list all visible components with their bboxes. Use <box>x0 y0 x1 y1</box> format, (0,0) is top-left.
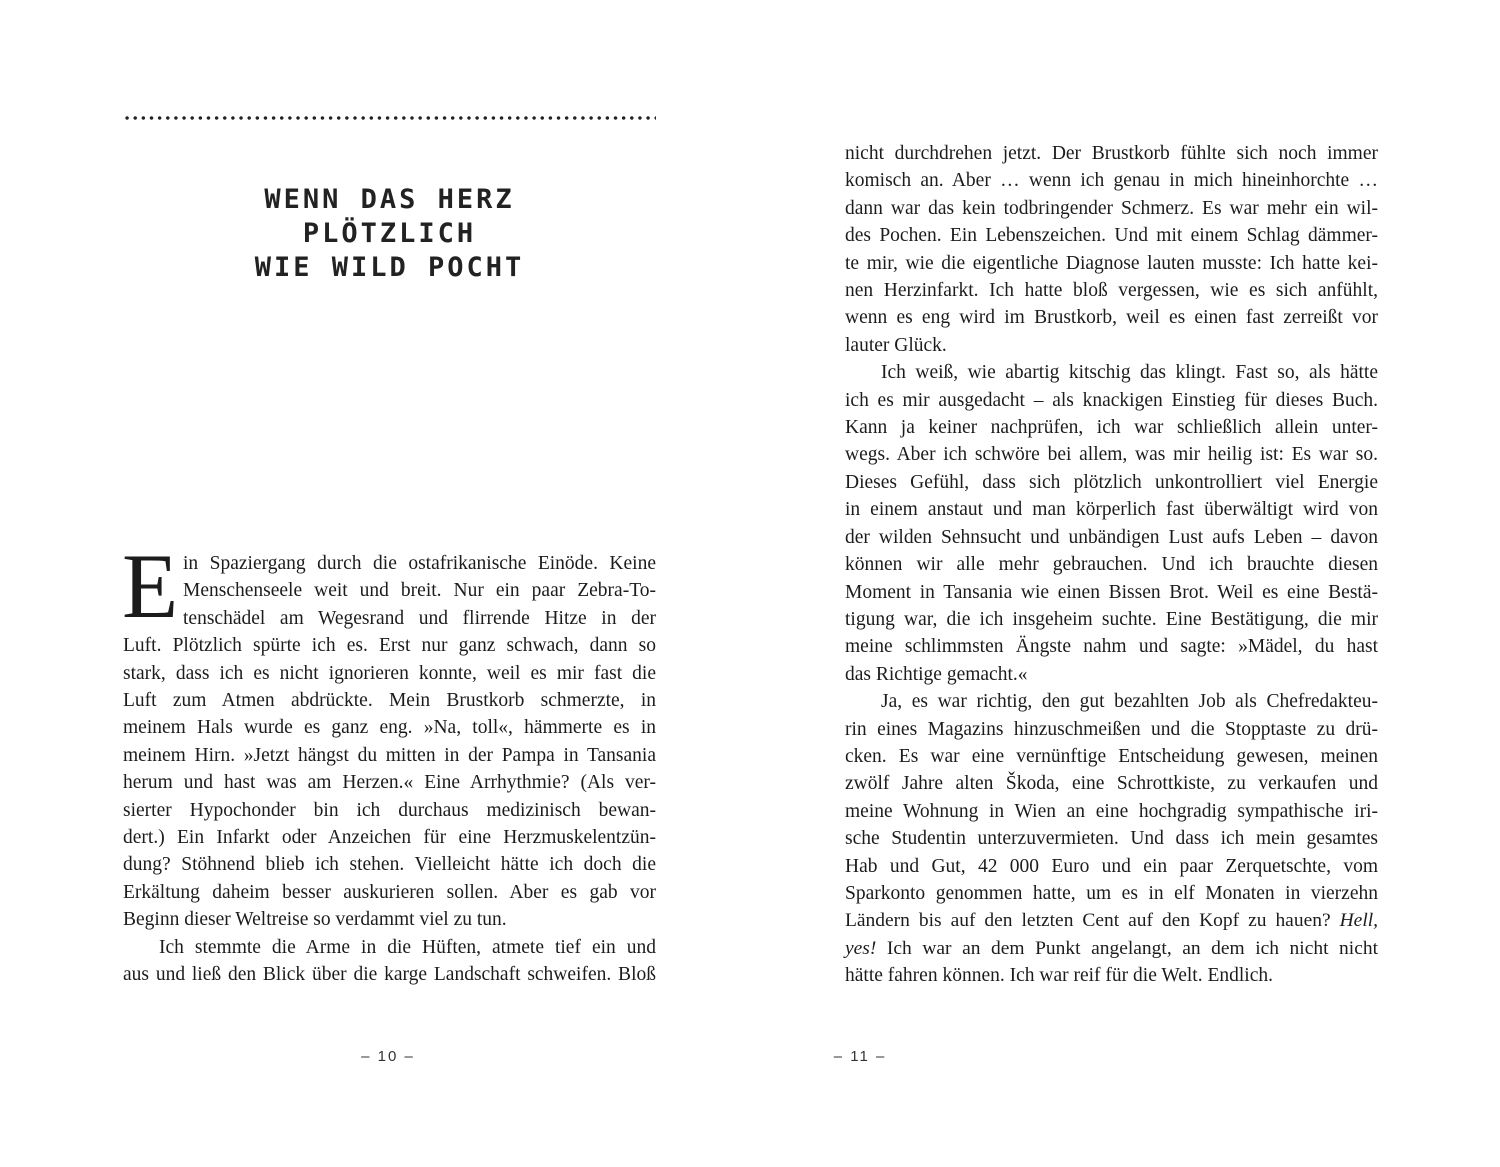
text-line: Ja, es war richtig, den gut bezahlten Job als Chefredakteu- <box>881 691 1378 713</box>
text-line: rin eines Magazins hinzuschmeißen und die Stopptaste zu drü- <box>845 718 1378 740</box>
text-line: können wir alle mehr gebrauchen. Und ich brauchte diesen <box>845 554 1378 576</box>
text-line: nen Herzinfarkt. Ich hatte bloß vergessen, wie es sich anfühlt, <box>845 280 1378 302</box>
italic-text: yes! <box>845 937 877 959</box>
text-line: wenn es eng wird im Brustkorb, weil es einen fast zerreißt vor <box>845 307 1378 329</box>
chapter-title-line: WIE WILD POCHT <box>254 252 525 283</box>
chapter-title-line: WENN DAS HERZ <box>264 184 515 215</box>
body-text <box>845 140 1378 990</box>
text-line: komisch an. Aber … wenn ich genau in mich hineinhorchte … <box>845 170 1378 192</box>
text-line: meine Wohnung in Wien an eine hochgradig sympathische iri- <box>845 800 1378 822</box>
text-line <box>845 935 1378 962</box>
italic-text: Hell, <box>1339 910 1379 932</box>
dotted-rule <box>123 115 656 121</box>
text-line: meinem Hirn. »Jetzt hängst du mitten in der Pampa in Tansania <box>123 744 656 766</box>
text-line: meine schlimmsten Ängste nahm und sagte: »Mädel, du hast <box>845 636 1378 658</box>
text-line: Beginn dieser Weltreise so verdammt viel zu tun. <box>123 909 507 931</box>
right-page <box>750 0 1500 1167</box>
text-line: Kann ja keiner nachprüfen, ich war schließlich allein unter- <box>845 417 1378 439</box>
text-line: Ich stemmte die Arme in die Hüften, atmete tief ein und <box>159 936 656 958</box>
text-line: Menschenseele weit und breit. Nur ein paar Zebra-To- <box>183 580 656 602</box>
chapter-title <box>123 183 656 285</box>
text-line: meinem Hals wurde es ganz eng. »Na, toll«, hämmerte es in <box>123 717 656 739</box>
text-line: tigung war, die ich insgeheim suchte. Eine Bestätigung, die mir <box>845 608 1378 630</box>
text-line: dann war das kein todbringender Schmerz. Es war mehr ein wil- <box>845 197 1378 219</box>
text-line: Hab und Gut, 42 000 Euro und ein paar Zerquetschte, vom <box>845 855 1378 877</box>
text-line: Dieses Gefühl, dass sich plötzlich unkontrolliert viel Energie <box>845 471 1378 493</box>
text-fragment: Ländern bis auf den letzten Cent auf den Kopf zu hauen? <box>845 910 1331 932</box>
text-line: dung? Stöhnend blieb ich stehen. Vielleicht hätte ich doch die <box>123 854 656 876</box>
page-number: – 10 – <box>361 1048 415 1065</box>
text-line: aus und ließ den Blick über die karge Landschaft schweifen. Bloß <box>123 964 656 986</box>
text-line: dert.) Ein Infarkt oder Anzeichen für eine Herzmuskelentzün- <box>123 827 656 849</box>
text-fragment: Ich war an dem Punkt angelangt, an dem ich nicht nicht <box>886 937 1379 959</box>
text-line: des Pochen. Ein Lebenszeichen. Und mit einem Schlag dämmer- <box>845 225 1378 247</box>
chapter-title-line: PLÖTZLICH <box>302 218 477 249</box>
text-line: der wilden Sehnsucht und unbändigen Lust aufs Leben – davon <box>845 526 1378 548</box>
drop-cap: E <box>122 535 179 637</box>
text-line: Sparkonto genommen hatte, um es in elf Monaten in vierzehn <box>845 882 1378 904</box>
text-line: sche Studentin unterzuvermieten. Und dass ich mein gesamtes <box>845 828 1378 850</box>
text-line: Ich weiß, wie abartig kitschig das klingt. Fast so, als hätte <box>881 362 1378 384</box>
text-line: sierter Hypochonder bin ich durchaus medizinisch bewan- <box>123 799 656 821</box>
text-line: das Richtige gemacht.« <box>845 663 1028 685</box>
text-line: zwölf Jahre alten Škoda, eine Schrottkiste, zu verkaufen und <box>845 773 1378 795</box>
text-line: tenschädel am Wegesrand und flirrende Hitze in der <box>183 607 656 629</box>
page-number: – 11 – <box>833 1048 887 1065</box>
text-line: hätte fahren können. Ich war reif für die Welt. Endlich. <box>845 965 1273 987</box>
text-line: cken. Es war eine vernünftige Entscheidung gewesen, meinen <box>845 745 1378 767</box>
text-line: in Spaziergang durch die ostafrikanische Einöde. Keine <box>183 553 656 574</box>
text-line: Luft zum Atmen abdrückte. Mein Brustkorb schmerzte, in <box>123 690 656 712</box>
text-line: Moment in Tansania wie einen Bissen Brot. Weil es eine Bestä- <box>845 581 1378 603</box>
text-line: ich es mir ausgedacht – als knackigen Einstieg für dieses Buch. <box>845 389 1378 411</box>
text-line: nicht durchdrehen jetzt. Der Brustkorb fühlte sich noch immer <box>845 143 1378 164</box>
text-line <box>845 907 1378 934</box>
body-text <box>123 550 656 989</box>
text-line: wegs. Aber ich schwöre bei allem, was mir heilig ist: Es war so. <box>845 444 1378 466</box>
text-line: stark, dass ich es nicht ignorieren konnte, weil es mir fast die <box>123 662 656 684</box>
text-line: te mir, wie die eigentliche Diagnose lauten musste: Ich hatte kei- <box>845 252 1378 274</box>
text-line: Erkältung daheim besser auskurieren sollen. Aber es gab vor <box>123 881 656 903</box>
text-line: in einem anstaut und man körperlich fast überwältigt wird von <box>845 499 1378 521</box>
text-line: herum und hast was am Herzen.« Eine Arrhythmie? (Als ver- <box>123 772 656 794</box>
text-line: Luft. Plötzlich spürte ich es. Erst nur ganz schwach, dann so <box>123 635 656 657</box>
text-line: lauter Glück. <box>845 334 947 356</box>
